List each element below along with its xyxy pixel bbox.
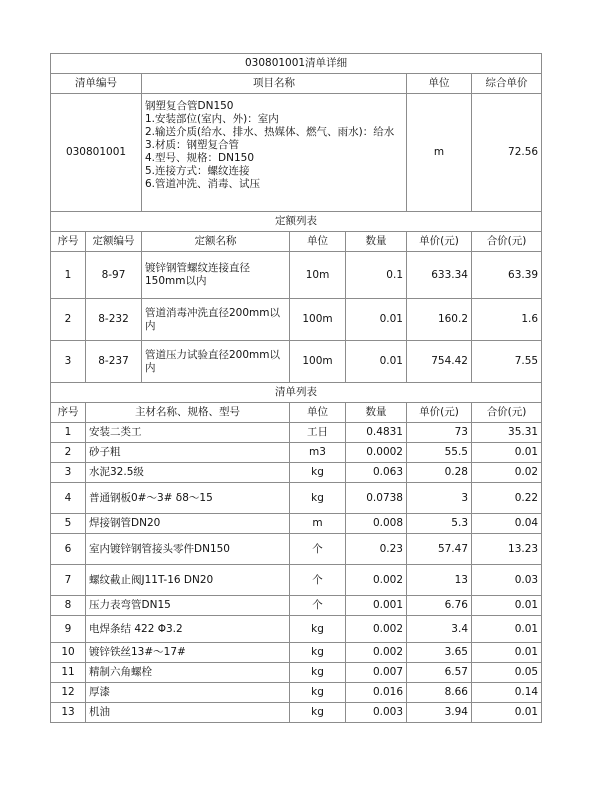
material-total: 0.14 (472, 683, 542, 703)
material-qty: 0.0002 (346, 443, 407, 463)
title-row (51, 54, 542, 74)
material-unit: kg (290, 703, 346, 723)
material-qty: 0.002 (346, 565, 407, 596)
material-name: 精制六角螺栓 (86, 663, 290, 683)
quota-price: 754.42 (407, 341, 472, 383)
header-code: 清单编号 (51, 74, 142, 94)
material-no: 9 (51, 616, 86, 643)
materials-header-name: 主材名称、规格、型号 (86, 403, 290, 423)
sheet-title: 030801001清单详细 (51, 54, 542, 74)
header-name: 项目名称 (142, 74, 407, 94)
material-row (51, 643, 542, 663)
item-description (142, 94, 407, 212)
material-qty: 0.23 (346, 534, 407, 565)
bill-detail-table (50, 53, 542, 723)
material-qty: 0.002 (346, 616, 407, 643)
description-line: 2.输送介质(给水、排水、热媒体、燃气、雨水)：给水 (145, 126, 395, 138)
materials-header-total: 合价(元) (472, 403, 542, 423)
material-row (51, 596, 542, 616)
material-unit: m3 (290, 443, 346, 463)
quota-no: 1 (51, 252, 86, 299)
material-price: 6.57 (407, 663, 472, 683)
material-price: 57.47 (407, 534, 472, 565)
material-row (51, 443, 542, 463)
material-qty: 0.007 (346, 663, 407, 683)
material-unit: kg (290, 683, 346, 703)
material-unit: 个 (290, 534, 346, 565)
description-line: 5.连接方式：螺纹连接 (145, 165, 250, 177)
quota-no: 2 (51, 299, 86, 341)
material-no: 7 (51, 565, 86, 596)
material-total: 0.22 (472, 483, 542, 514)
material-price: 3.65 (407, 643, 472, 663)
quota-price: 160.2 (407, 299, 472, 341)
quota-row (51, 341, 542, 383)
material-price: 0.28 (407, 463, 472, 483)
material-name: 厚漆 (86, 683, 290, 703)
material-qty: 0.003 (346, 703, 407, 723)
material-no: 11 (51, 663, 86, 683)
material-name: 安装二类工 (86, 423, 290, 443)
material-no: 10 (51, 643, 86, 663)
material-no: 8 (51, 596, 86, 616)
item-unit: m (407, 94, 472, 212)
materials-header-qty: 数量 (346, 403, 407, 423)
materials-header-row (51, 403, 542, 423)
material-total: 0.01 (472, 703, 542, 723)
material-qty: 0.4831 (346, 423, 407, 443)
material-name: 螺纹截止阀J11T-16 DN20 (86, 565, 290, 596)
quota-code: 8-237 (86, 341, 142, 383)
description-line: 4.型号、规格：DN150 (145, 152, 254, 164)
material-name: 砂子粗 (86, 443, 290, 463)
material-price: 6.76 (407, 596, 472, 616)
material-no: 4 (51, 483, 86, 514)
material-total: 0.04 (472, 514, 542, 534)
quota-header-name: 定额名称 (142, 232, 290, 252)
material-name: 普通钢板0#～3# δ8～15 (86, 483, 290, 514)
material-price: 5.3 (407, 514, 472, 534)
material-unit: kg (290, 663, 346, 683)
material-unit: 个 (290, 565, 346, 596)
item-header-row (51, 74, 542, 94)
material-total: 13.23 (472, 534, 542, 565)
quota-qty: 0.01 (346, 341, 407, 383)
material-no: 2 (51, 443, 86, 463)
quota-unit: 100m (290, 299, 346, 341)
material-row (51, 423, 542, 443)
material-row (51, 565, 542, 596)
material-unit: kg (290, 643, 346, 663)
material-total: 0.01 (472, 643, 542, 663)
material-row (51, 683, 542, 703)
quota-row (51, 252, 542, 299)
material-row (51, 663, 542, 683)
quota-total: 1.6 (472, 299, 542, 341)
material-row (51, 463, 542, 483)
materials-section-title: 清单列表 (51, 383, 542, 403)
material-total: 0.02 (472, 463, 542, 483)
quota-row (51, 299, 542, 341)
materials-header-no: 序号 (51, 403, 86, 423)
quota-header-qty: 数量 (346, 232, 407, 252)
quota-unit: 10m (290, 252, 346, 299)
description-line: 6.管道冲洗、消毒、试压 (145, 178, 261, 190)
quota-code: 8-97 (86, 252, 142, 299)
material-total: 0.01 (472, 616, 542, 643)
material-price: 3.4 (407, 616, 472, 643)
material-name: 焊接钢管DN20 (86, 514, 290, 534)
material-total: 0.05 (472, 663, 542, 683)
material-total: 35.31 (472, 423, 542, 443)
material-qty: 0.063 (346, 463, 407, 483)
material-name: 机油 (86, 703, 290, 723)
material-price: 8.66 (407, 683, 472, 703)
material-name: 压力表弯管DN15 (86, 596, 290, 616)
quota-no: 3 (51, 341, 86, 383)
quota-header-total: 合价(元) (472, 232, 542, 252)
quota-qty: 0.1 (346, 252, 407, 299)
material-price: 3.94 (407, 703, 472, 723)
quota-section-row (51, 212, 542, 232)
quota-price: 633.34 (407, 252, 472, 299)
header-unit: 单位 (407, 74, 472, 94)
material-qty: 0.008 (346, 514, 407, 534)
material-row (51, 514, 542, 534)
quota-total: 63.39 (472, 252, 542, 299)
material-no: 3 (51, 463, 86, 483)
material-row (51, 534, 542, 565)
quota-qty: 0.01 (346, 299, 407, 341)
material-name: 室内镀锌钢管接头零件DN150 (86, 534, 290, 565)
material-unit: kg (290, 616, 346, 643)
material-no: 5 (51, 514, 86, 534)
quota-header-row (51, 232, 542, 252)
material-unit: 工日 (290, 423, 346, 443)
material-qty: 0.0738 (346, 483, 407, 514)
material-price: 55.5 (407, 443, 472, 463)
material-price: 13 (407, 565, 472, 596)
material-row (51, 703, 542, 723)
quota-name: 镀锌钢管螺纹连接直径150mm以内 (142, 252, 290, 299)
materials-section-row (51, 383, 542, 403)
material-qty: 0.001 (346, 596, 407, 616)
description-line: 钢塑复合管DN150 (145, 100, 234, 112)
material-unit: m (290, 514, 346, 534)
quota-header-unit: 单位 (290, 232, 346, 252)
quota-name: 管道压力试验直径200mm以内 (142, 341, 290, 383)
material-unit: 个 (290, 596, 346, 616)
materials-header-unit: 单位 (290, 403, 346, 423)
material-total: 0.01 (472, 596, 542, 616)
material-row (51, 616, 542, 643)
material-no: 6 (51, 534, 86, 565)
material-qty: 0.016 (346, 683, 407, 703)
item-code: 030801001 (51, 94, 142, 212)
material-name: 水泥32.5级 (86, 463, 290, 483)
quota-section-title: 定额列表 (51, 212, 542, 232)
material-total: 0.01 (472, 443, 542, 463)
materials-header-price: 单价(元) (407, 403, 472, 423)
quota-name: 管道消毒冲洗直径200mm以内 (142, 299, 290, 341)
material-no: 12 (51, 683, 86, 703)
material-price: 73 (407, 423, 472, 443)
quota-unit: 100m (290, 341, 346, 383)
quota-header-code: 定额编号 (86, 232, 142, 252)
material-no: 1 (51, 423, 86, 443)
material-qty: 0.002 (346, 643, 407, 663)
description-line: 1.安装部位(室内、外)：室内 (145, 113, 279, 125)
item-row (51, 94, 542, 212)
header-price: 综合单价 (472, 74, 542, 94)
material-price: 3 (407, 483, 472, 514)
material-unit: kg (290, 483, 346, 514)
material-name: 镀锌铁丝13#～17# (86, 643, 290, 663)
quota-header-no: 序号 (51, 232, 86, 252)
quota-total: 7.55 (472, 341, 542, 383)
description-line: 3.材质：钢塑复合管 (145, 139, 240, 151)
bill-detail-sheet (50, 53, 541, 723)
quota-code: 8-232 (86, 299, 142, 341)
material-no: 13 (51, 703, 86, 723)
material-total: 0.03 (472, 565, 542, 596)
material-row (51, 483, 542, 514)
material-name: 电焊条结 422 Φ3.2 (86, 616, 290, 643)
material-unit: kg (290, 463, 346, 483)
quota-header-price: 单价(元) (407, 232, 472, 252)
item-price: 72.56 (472, 94, 542, 212)
